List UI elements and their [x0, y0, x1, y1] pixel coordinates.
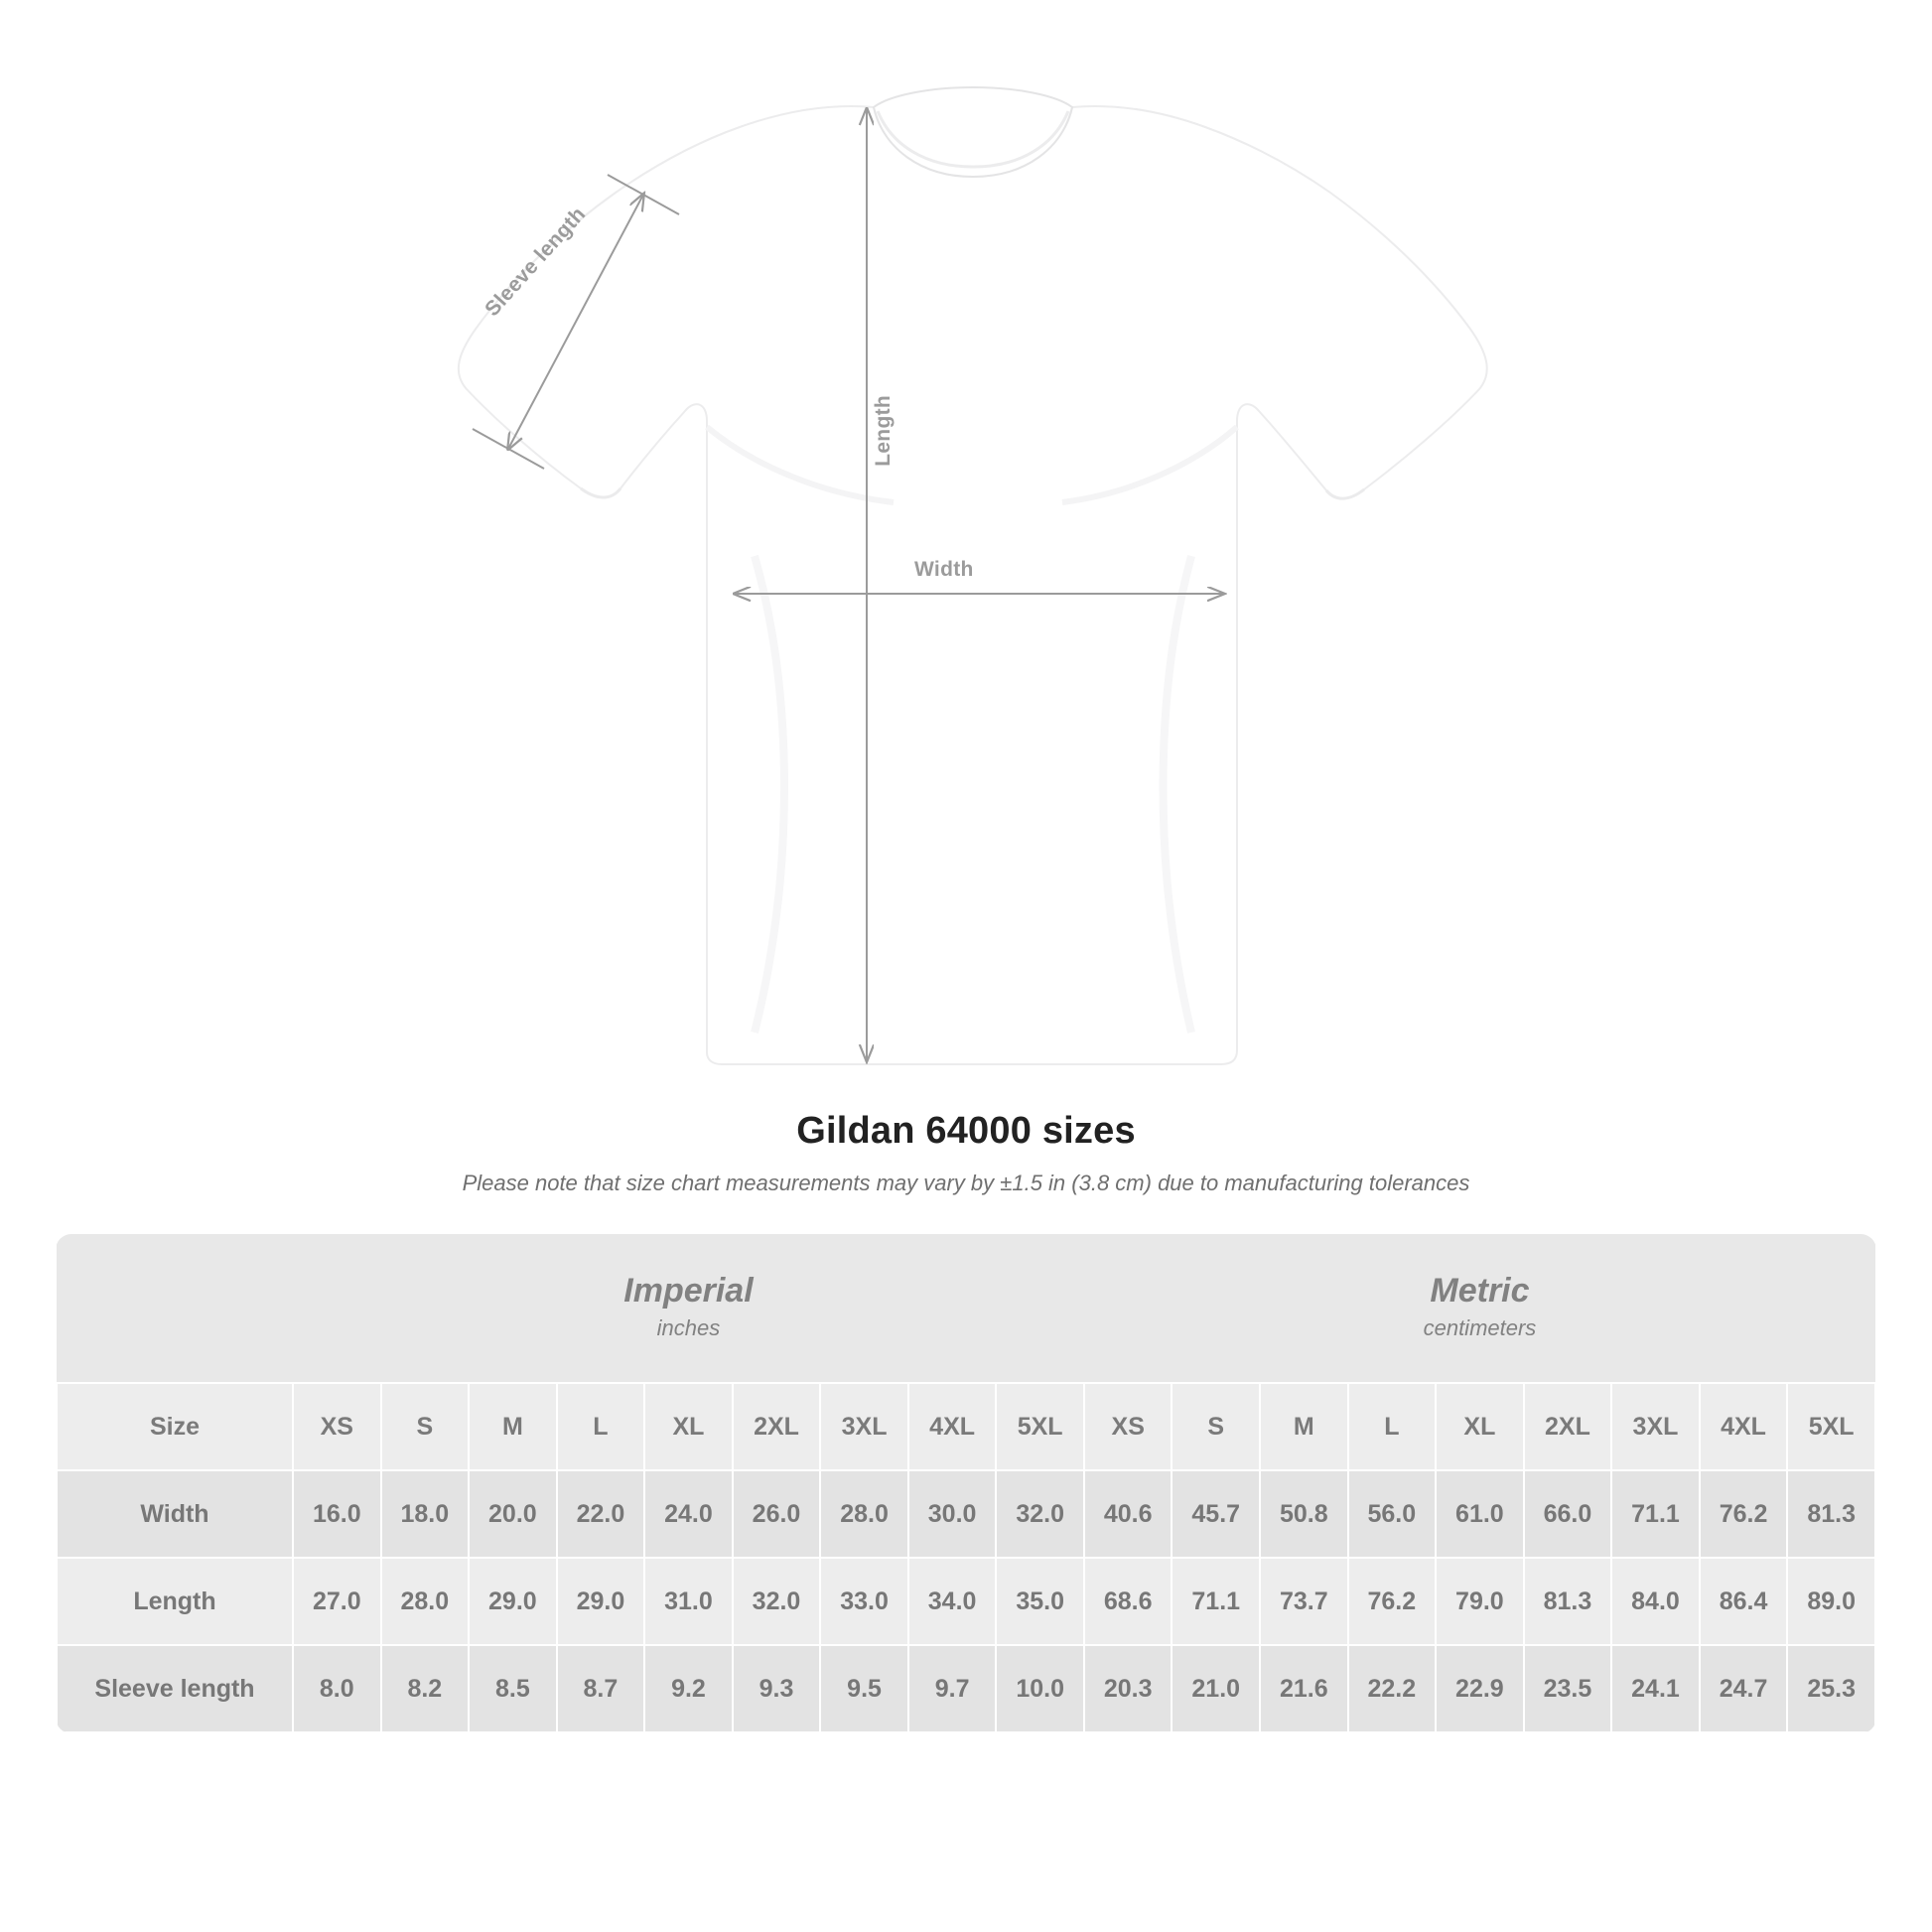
size-header-cell: XS — [293, 1383, 381, 1470]
table-cell: 9.7 — [908, 1645, 997, 1732]
size-header-cell: 2XL — [733, 1383, 821, 1470]
table-cell: 22.9 — [1436, 1645, 1524, 1732]
table-cell: 8.2 — [381, 1645, 470, 1732]
table-cell: 33.0 — [820, 1558, 908, 1645]
unit-imperial-name: Imperial — [623, 1272, 754, 1311]
size-header-cell: 4XL — [908, 1383, 997, 1470]
unit-row-spacer — [57, 1234, 293, 1383]
table-cell: 50.8 — [1260, 1470, 1348, 1558]
table-cell: 81.3 — [1524, 1558, 1612, 1645]
table-cell: 21.6 — [1260, 1645, 1348, 1732]
size-header-cell: L — [1348, 1383, 1437, 1470]
table-cell: 73.7 — [1260, 1558, 1348, 1645]
table-cell: 9.2 — [644, 1645, 733, 1732]
table-cell: 76.2 — [1348, 1558, 1437, 1645]
table-cell: 16.0 — [293, 1470, 381, 1558]
table-cell: 20.0 — [469, 1470, 557, 1558]
size-header-cell: XS — [1084, 1383, 1173, 1470]
table-cell: 68.6 — [1084, 1558, 1173, 1645]
table-cell: 76.2 — [1700, 1470, 1788, 1558]
size-header-cell: M — [469, 1383, 557, 1470]
table-cell: 66.0 — [1524, 1470, 1612, 1558]
unit-metric-sub: centimeters — [1423, 1314, 1537, 1340]
size-table — [56, 1234, 1876, 1733]
table-cell: 29.0 — [557, 1558, 645, 1645]
size-header-cell: 3XL — [1611, 1383, 1700, 1470]
size-header-cell: M — [1260, 1383, 1348, 1470]
row-label: Sleeve length — [57, 1645, 293, 1732]
table-cell: 18.0 — [381, 1470, 470, 1558]
table-cell: 31.0 — [644, 1558, 733, 1645]
size-header-cell: 5XL — [996, 1383, 1084, 1470]
size-header-cell: L — [557, 1383, 645, 1470]
table-cell: 9.5 — [820, 1645, 908, 1732]
table-cell: 8.0 — [293, 1645, 381, 1732]
table-cell: 30.0 — [908, 1470, 997, 1558]
size-header-cell: 3XL — [820, 1383, 908, 1470]
table-cell: 22.0 — [557, 1470, 645, 1558]
table-cell: 34.0 — [908, 1558, 997, 1645]
table-cell: 71.1 — [1611, 1470, 1700, 1558]
unit-imperial-sub: inches — [656, 1314, 721, 1340]
size-header-label: Size — [57, 1383, 293, 1470]
table-cell: 71.1 — [1172, 1558, 1260, 1645]
table-cell: 84.0 — [1611, 1558, 1700, 1645]
sleeve-length-label: Sleeve length — [481, 203, 591, 322]
unit-group-metric — [1084, 1234, 1875, 1383]
size-header-cell: 2XL — [1524, 1383, 1612, 1470]
size-header-cell: S — [381, 1383, 470, 1470]
size-table-wrap — [56, 1234, 1876, 1733]
table-cell: 26.0 — [733, 1470, 821, 1558]
table-cell: 56.0 — [1348, 1470, 1437, 1558]
size-header-cell: XL — [1436, 1383, 1524, 1470]
size-header-cell: 4XL — [1700, 1383, 1788, 1470]
table-cell: 24.7 — [1700, 1645, 1788, 1732]
table-cell: 40.6 — [1084, 1470, 1173, 1558]
size-header-cell: 5XL — [1787, 1383, 1875, 1470]
size-header-cell: S — [1172, 1383, 1260, 1470]
table-row — [57, 1645, 1875, 1732]
table-cell: 61.0 — [1436, 1470, 1524, 1558]
table-cell: 25.3 — [1787, 1645, 1875, 1732]
table-cell: 29.0 — [469, 1558, 557, 1645]
table-cell: 22.2 — [1348, 1645, 1437, 1732]
table-cell: 20.3 — [1084, 1645, 1173, 1732]
table-cell: 21.0 — [1172, 1645, 1260, 1732]
table-cell: 32.0 — [733, 1558, 821, 1645]
page-title: Gildan 64000 sizes — [796, 1110, 1136, 1152]
table-cell: 9.3 — [733, 1645, 821, 1732]
table-cell: 45.7 — [1172, 1470, 1260, 1558]
table-cell: 86.4 — [1700, 1558, 1788, 1645]
table-cell: 32.0 — [996, 1470, 1084, 1558]
table-cell: 8.5 — [469, 1645, 557, 1732]
table-row — [57, 1558, 1875, 1645]
table-cell: 10.0 — [996, 1645, 1084, 1732]
table-cell: 27.0 — [293, 1558, 381, 1645]
size-header-row — [57, 1383, 1875, 1470]
table-cell: 81.3 — [1787, 1470, 1875, 1558]
tolerance-note: Please note that size chart measurements may vary by ±1.5 in (3.8 cm) due to manufacturing tolerances — [462, 1171, 1470, 1195]
row-label: Width — [57, 1470, 293, 1558]
table-cell: 35.0 — [996, 1558, 1084, 1645]
unit-metric-name: Metric — [1430, 1272, 1530, 1311]
title-block — [0, 1110, 1932, 1196]
table-cell: 24.1 — [1611, 1645, 1700, 1732]
length-label: Length — [872, 395, 895, 467]
table-row — [57, 1470, 1875, 1558]
row-label: Length — [57, 1558, 293, 1645]
table-cell: 89.0 — [1787, 1558, 1875, 1645]
table-cell: 28.0 — [820, 1470, 908, 1558]
width-label: Width — [914, 558, 974, 581]
size-header-cell: XL — [644, 1383, 733, 1470]
table-cell: 28.0 — [381, 1558, 470, 1645]
table-cell: 24.0 — [644, 1470, 733, 1558]
unit-header-row — [57, 1234, 1875, 1383]
unit-group-imperial — [293, 1234, 1084, 1383]
table-cell: 23.5 — [1524, 1645, 1612, 1732]
table-cell: 79.0 — [1436, 1558, 1524, 1645]
table-cell: 8.7 — [557, 1645, 645, 1732]
